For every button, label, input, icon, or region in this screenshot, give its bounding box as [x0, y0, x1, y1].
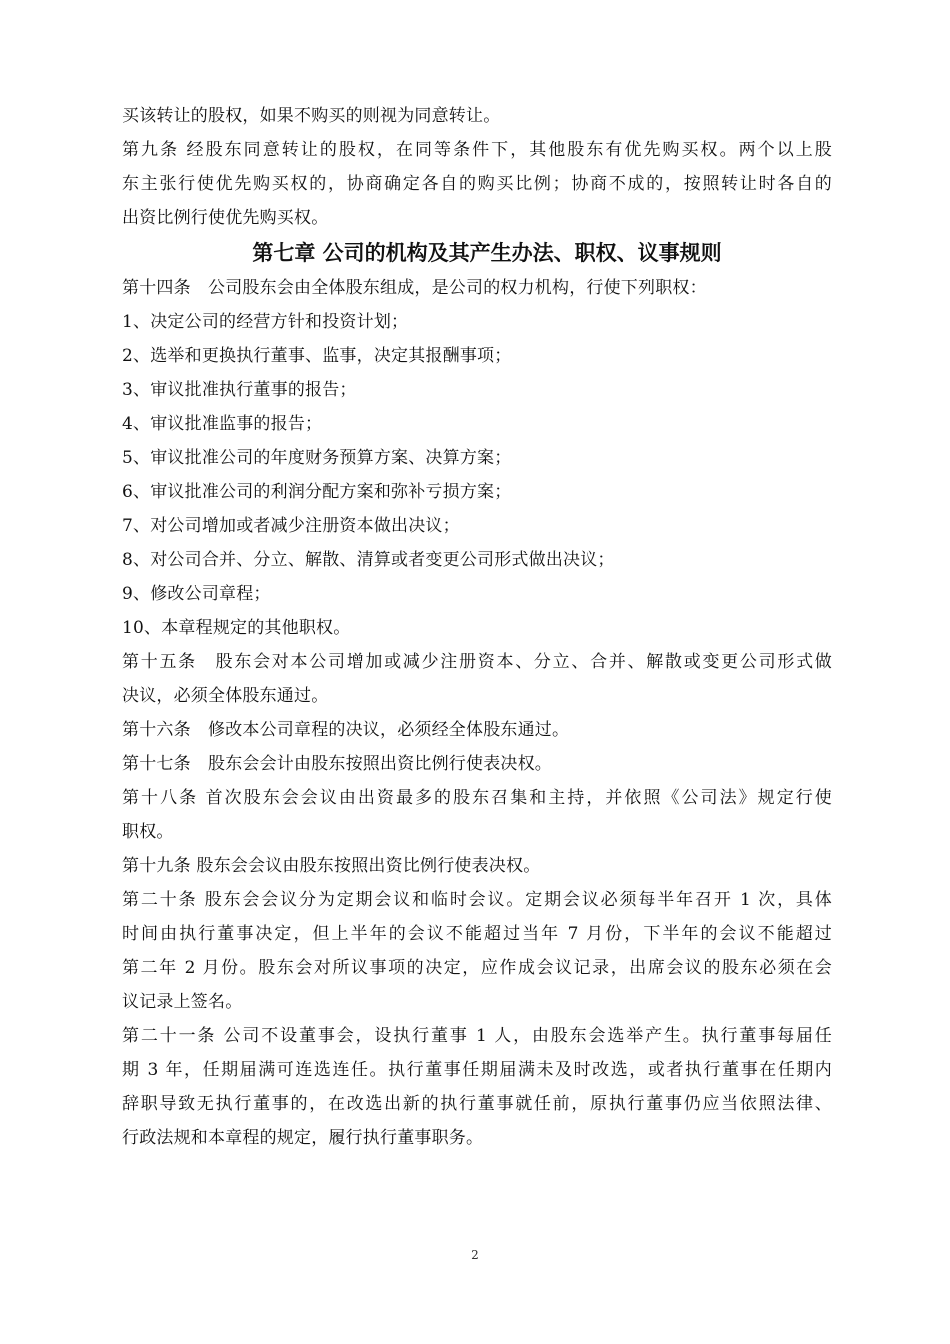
text-line: 行政法规和本章程的规定，履行执行董事职务。: [122, 1128, 484, 1148]
text-line: 第二十一条 公司不设董事会，设执行董事 1 人，由股东会选举产生。执行董事每届任: [122, 1026, 832, 1046]
text-line: 10、本章程规定的其他职权。: [122, 618, 351, 638]
text-line: 9、修改公司章程；: [122, 584, 271, 604]
text-line: 第二十条 股东会会议分为定期会议和临时会议。定期会议必须每半年召开 1 次，具体: [122, 890, 832, 910]
text-line: 第十六条 修改本公司章程的决议，必须经全体股东通过。: [122, 720, 570, 740]
text-line: 2、选举和更换执行董事、监事，决定其报酬事项；: [122, 346, 512, 366]
text-line: 买该转让的股权，如果不购买的则视为同意转让。: [122, 106, 501, 126]
text-line: 3、审议批准执行董事的报告；: [122, 380, 357, 400]
text-line: 6、审议批准公司的利润分配方案和弥补亏损方案；: [122, 482, 512, 502]
text-line: 5、审议批准公司的年度财务预算方案、决算方案；: [122, 448, 512, 468]
text-line: 8、对公司合并、分立、解散、清算或者变更公司形式做出决议；: [122, 550, 615, 570]
text-line: 议记录上签名。: [122, 992, 243, 1012]
text-line: 决议，必须全体股东通过。: [122, 686, 329, 706]
text-line: 1、决定公司的经营方针和投资计划；: [122, 312, 409, 332]
text-line: 第十八条 首次股东会会议由出资最多的股东召集和主持，并依照《公司法》规定行使: [122, 788, 832, 808]
text-line: 第十五条 股东会对本公司增加或减少注册资本、分立、合并、解散或变更公司形式做: [122, 652, 832, 672]
page-number: 2: [471, 1248, 479, 1262]
text-line: 出资比例行使优先购买权。: [122, 208, 329, 228]
text-line: 第十四条 公司股东会由全体股东组成，是公司的权力机构，行使下列职权：: [122, 278, 707, 298]
text-line: 时间由执行董事决定，但上半年的会议不能超过当年 7 月份，下半年的会议不能超过: [122, 924, 832, 944]
document-body: [122, 99, 832, 1155]
text-line: 4、审议批准监事的报告；: [122, 414, 323, 434]
section-after-heading: [122, 271, 832, 1155]
section-before-heading: [122, 99, 832, 235]
text-line: 东主张行使优先购买权的，协商确定各自的购买比例；协商不成的，按照转让时各自的: [122, 174, 832, 194]
text-line: 7、对公司增加或者减少注册资本做出决议；: [122, 516, 460, 536]
chapter-heading: 第七章 公司的机构及其产生办法、职权、议事规则: [252, 241, 722, 265]
text-line: 第九条 经股东同意转让的股权，在同等条件下，其他股东有优先购买权。两个以上股: [122, 140, 832, 160]
text-line: 辞职导致无执行董事的，在改选出新的执行董事就任前，原执行董事仍应当依照法律、: [122, 1094, 832, 1114]
text-line: 期 3 年，任期届满可连选连任。执行董事任期届满未及时改选，或者执行董事在任期内: [122, 1060, 832, 1080]
text-line: 第十九条 股东会会议由股东按照出资比例行使表决权。: [122, 856, 541, 876]
text-line: 第十七条 股东会会计由股东按照出资比例行使表决权。: [122, 754, 552, 774]
text-line: 职权。: [122, 822, 174, 842]
text-line: 第二年 2 月份。股东会对所议事项的决定，应作成会议记录，出席会议的股东必须在会: [122, 958, 832, 978]
